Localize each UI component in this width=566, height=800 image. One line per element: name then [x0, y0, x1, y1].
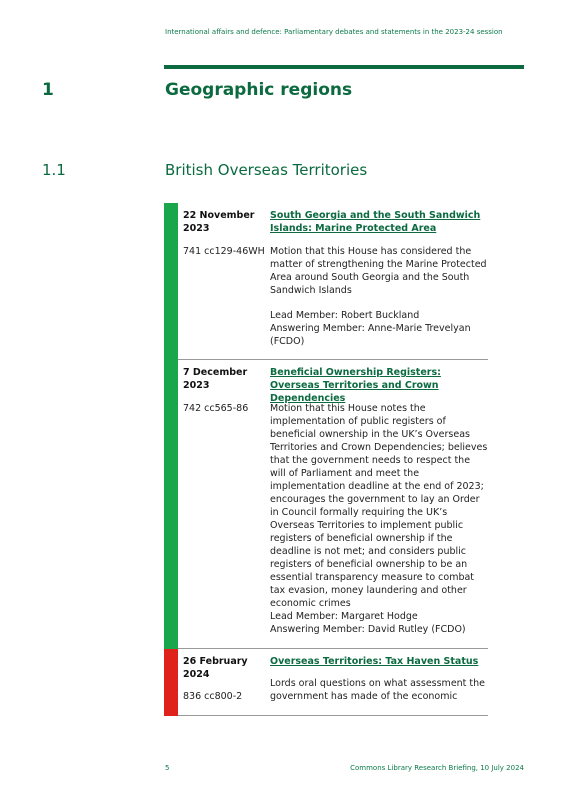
subsection-number: 1.1: [42, 161, 66, 179]
entry-hansard-ref: 836 cc800-2: [183, 691, 243, 702]
running-header: International affairs and defence: Parliamentary debates and statements in the 2023-24 session: [165, 28, 503, 36]
entry-members: [270, 309, 488, 348]
answering-member: Answering Member: Anne-Marie Trevelyan (FCDO): [270, 323, 471, 347]
section-title: Geographic regions: [165, 80, 353, 100]
entry-members: [270, 610, 488, 636]
debate-entry: [164, 203, 488, 360]
entry-description: Lords oral questions on what assessment the government has made of the economic: [270, 678, 486, 702]
entry-date: 26 February 2024: [183, 656, 248, 680]
lead-member: Lead Member: Robert Buckland: [270, 310, 420, 321]
answering-member: Answering Member: David Rutley (FCDO): [270, 624, 466, 635]
subsection-title: British Overseas Territories: [165, 161, 368, 179]
lead-member: Lead Member: Margaret Hodge: [270, 611, 418, 622]
entry-title-link[interactable]: Beneficial Ownership Registers: Overseas Territories and Crown Dependencies: [270, 367, 441, 404]
entry-hansard-ref: 741 cc129-46WH: [183, 246, 265, 257]
page-number: 5: [165, 764, 170, 772]
section-number: 1: [42, 80, 54, 100]
debate-entry: [164, 360, 488, 649]
header-rule: [164, 65, 524, 69]
entry-status-bar: [164, 203, 178, 360]
entry-divider: [178, 715, 488, 716]
entry-date: 7 December 2023: [183, 367, 248, 391]
entry-hansard-ref: 742 cc565-86: [183, 403, 249, 414]
entry-title-link[interactable]: Overseas Territories: Tax Haven Status: [270, 656, 479, 667]
debate-entry: [164, 649, 488, 716]
entry-status-bar: [164, 360, 178, 649]
entry-date: 22 November 2023: [183, 210, 255, 234]
entry-description: Motion that this House has considered the matter of strengthening the Marine Protected Area around South Georgia and the South Sandwich Islands: [270, 246, 487, 296]
entry-title-link[interactable]: South Georgia and the South Sandwich Islands: Marine Protected Area: [270, 210, 481, 234]
entry-description: Motion that this House notes the implementation of public registers of beneficial ownership in the UK’s Overseas Territories and Crown Dependencies; believes that the government needs to respect the will of Parliament and meet the implementation deadline at the end of 2023; encourages the government to lay an Order in Council formally requiring the UK’s Overseas Territories to implement public registers of beneficial ownership if the deadline is not met; and considers public registers of beneficial ownership to be an essential transparency measure to combat tax evasion, money laundering and other economic crimes: [270, 403, 488, 609]
footer-briefing: Commons Library Research Briefing, 10 July 2024: [350, 764, 524, 772]
entry-status-bar: [164, 649, 178, 716]
